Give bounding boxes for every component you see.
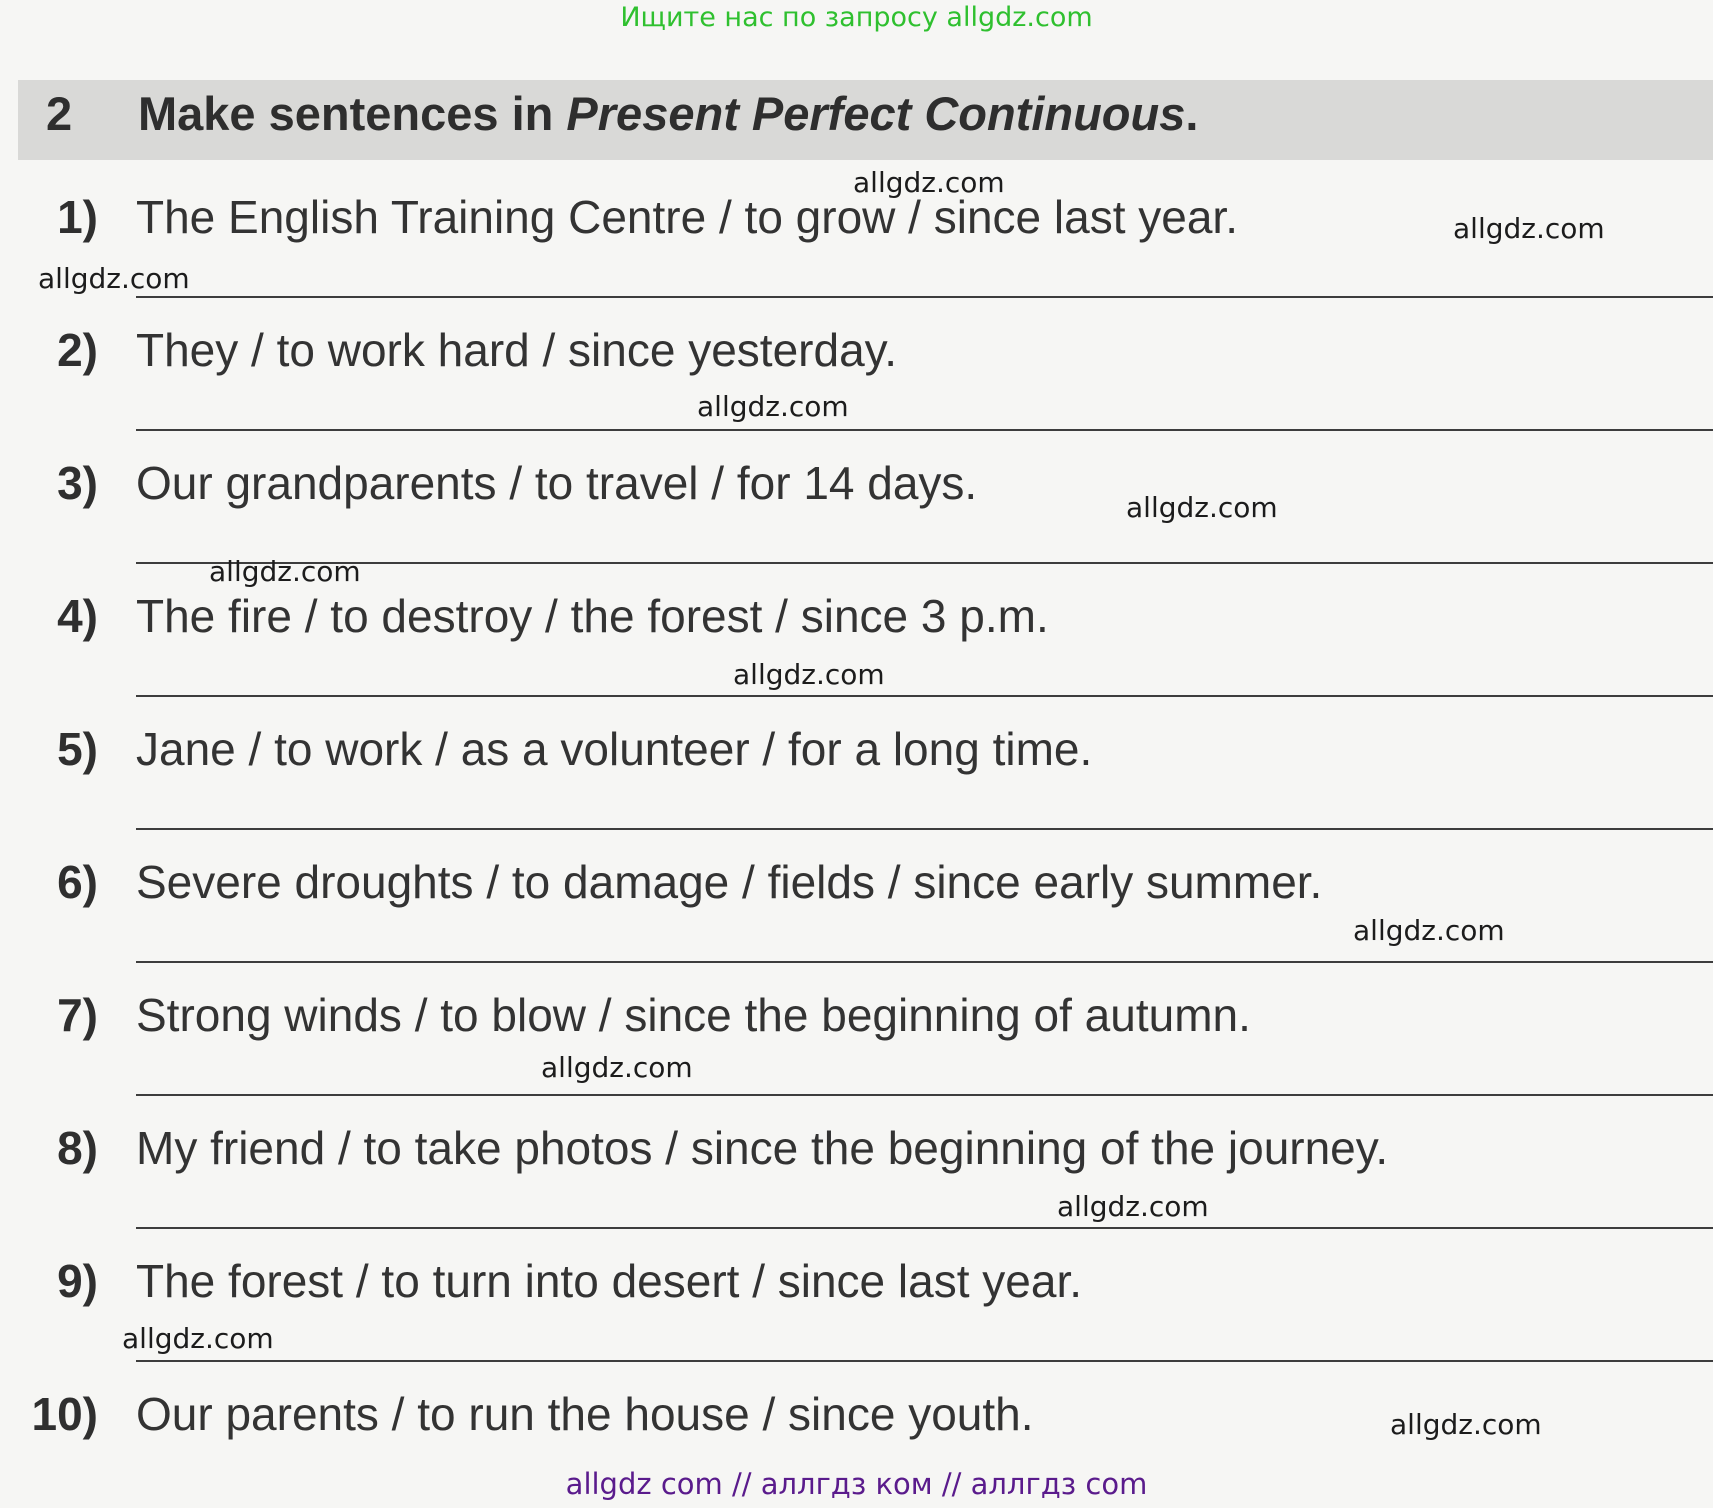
item-prompt: They / to work hard / since yesterday.: [136, 324, 898, 376]
item-prompt: Our grandparents / to travel / for 14 days.: [136, 457, 978, 509]
item-number: 4): [57, 590, 98, 642]
watermark: allgdz.com: [1126, 491, 1278, 524]
item-number: 1): [57, 191, 98, 243]
item-number: 6): [57, 856, 98, 908]
heading-tense: Present Perfect Continuous: [566, 87, 1186, 140]
item-prompt: Strong winds / to blow / since the beginning of autumn.: [136, 989, 1251, 1041]
answer-line[interactable]: [136, 828, 1713, 830]
answer-line[interactable]: [136, 1360, 1713, 1362]
bottom-banner: allgdz com // аллгдз ком // аллгдз com: [565, 1467, 1148, 1501]
watermark: allgdz.com: [1453, 212, 1605, 245]
answer-line[interactable]: [136, 1227, 1713, 1229]
exercise-item-9: [0, 1254, 1713, 1386]
item-number: 5): [57, 723, 98, 775]
exercise-number: 2: [46, 87, 73, 140]
exercise-item-5: [0, 722, 1713, 854]
watermark: allgdz.com: [122, 1322, 274, 1355]
item-prompt: The forest / to turn into desert / since last year.: [136, 1255, 1083, 1307]
answer-line[interactable]: [136, 296, 1713, 298]
item-prompt: Jane / to work / as a volunteer / for a long time.: [136, 723, 1093, 775]
exercise-item-2: [0, 323, 1713, 455]
item-prompt: Severe droughts / to damage / fields / since early summer.: [136, 856, 1323, 908]
top-banner: Ищите нас по запросу allgdz.com: [620, 2, 1093, 33]
item-prompt: My friend / to take photos / since the beginning of the journey.: [136, 1122, 1389, 1174]
watermark: allgdz.com: [853, 166, 1005, 199]
answer-line[interactable]: [136, 562, 1713, 564]
watermark: allgdz.com: [1353, 914, 1505, 947]
answer-line[interactable]: [136, 961, 1713, 963]
item-number: 2): [57, 324, 98, 376]
answer-line[interactable]: [136, 1094, 1713, 1096]
watermark: allgdz.com: [1057, 1190, 1209, 1223]
watermark: allgdz.com: [697, 390, 849, 423]
exercise-item-1: [0, 190, 1713, 322]
item-number: 8): [57, 1122, 98, 1174]
exercise-item-8: [0, 1121, 1713, 1253]
item-prompt: The English Training Centre / to grow / since last year.: [136, 191, 1238, 243]
heading-prefix: Make sentences in: [138, 87, 567, 140]
exercise-item-7: [0, 988, 1713, 1120]
answer-line[interactable]: [136, 695, 1713, 697]
item-number: 10): [31, 1388, 98, 1440]
watermark: allgdz.com: [1390, 1408, 1542, 1441]
watermark: allgdz.com: [541, 1051, 693, 1084]
item-prompt: The fire / to destroy / the forest / since 3 p.m.: [136, 590, 1049, 642]
item-number: 9): [57, 1255, 98, 1307]
heading-suffix: .: [1185, 87, 1199, 140]
exercise-item-4: [0, 589, 1713, 721]
exercise-heading: [46, 86, 1198, 141]
watermark: allgdz.com: [733, 658, 885, 691]
watermark: allgdz.com: [38, 262, 190, 295]
watermark: allgdz.com: [209, 555, 361, 588]
item-prompt: Our parents / to run the house / since youth.: [136, 1388, 1034, 1440]
item-number: 7): [57, 989, 98, 1041]
item-number: 3): [57, 457, 98, 509]
answer-line[interactable]: [136, 429, 1713, 431]
